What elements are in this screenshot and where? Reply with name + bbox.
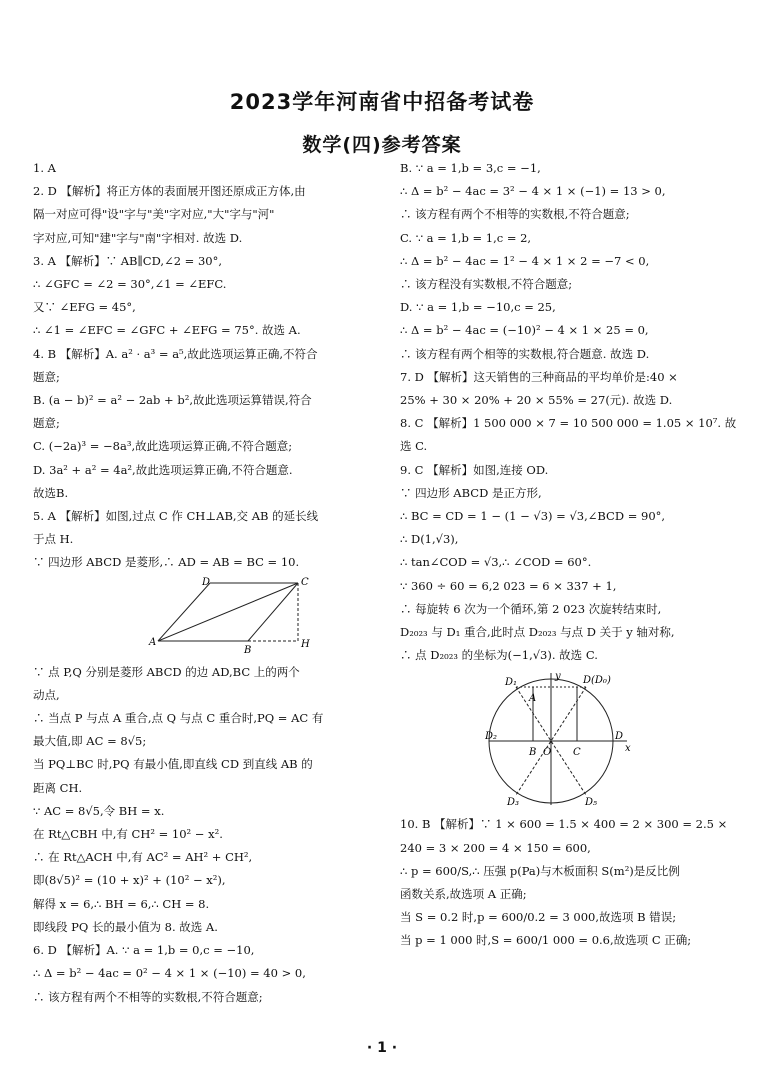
- text-line: 4. B 【解析】A. a² · a³ = a⁵,故此选项运算正确,不符合: [33, 346, 318, 361]
- edge-ad: [158, 583, 210, 641]
- text-line: 240 = 3 × 200 = 4 × 150 = 600,: [400, 840, 591, 855]
- text-line: 字对应,可知"建"字与"南"字相对. 故选 D.: [33, 230, 243, 245]
- text-line: 25% + 30 × 20% + 20 × 55% = 27(元). 故选 D.: [400, 393, 673, 408]
- text-line: 又∵ ∠EFG = 45°,: [33, 300, 136, 315]
- text-line: ∴ D(1,√3),: [400, 532, 459, 547]
- label-d6: D: [615, 731, 624, 743]
- right-column: [400, 157, 745, 953]
- text-line: 当 S = 0.2 时,p = 600/0.2 = 3 000,故选项 B 错误;: [400, 910, 677, 925]
- label-d0: D(D₀): [583, 675, 611, 687]
- text-line: 于点 H.: [33, 532, 74, 547]
- text-line: ∴ 该方程有两个不相等的实数根,不符合题意;: [400, 207, 630, 222]
- label-x: x: [625, 743, 631, 755]
- text-line: ∴ Δ = b² − 4ac = 3² − 4 × 1 × (−1) = 13 > 0,: [400, 184, 666, 199]
- text-line: 当 PQ⊥BC 时,PQ 有最小值,即直线 CD 到直线 AB 的: [33, 757, 313, 772]
- rhombus-figure: [148, 577, 348, 655]
- text-line: 9. C 【解析】如图,连接 OD.: [400, 462, 549, 477]
- text-line: 1. A: [33, 161, 56, 175]
- text-line: 即线段 PQ 长的最小值为 8. 故选 A.: [33, 919, 218, 934]
- text-line: 函数关系,故选项 A 正确;: [400, 887, 527, 902]
- text-line: 动点,: [33, 687, 60, 702]
- page-subtitle: 数学(四)参考答案: [302, 134, 462, 156]
- text-line: ∴ Δ = b² − 4ac = 1² − 4 × 1 × 2 = −7 < 0,: [400, 253, 650, 268]
- text-line: ∴ 当点 P 与点 A 重合,点 Q 与点 C 重合时,PQ = AC 有: [33, 711, 324, 726]
- text-line: ∴ 该方程有两个不相等的实数根,不符合题意;: [33, 989, 263, 1004]
- text-line: ∵ 四边形 ABCD 是正方形,: [400, 485, 542, 500]
- text-line: 2. D 【解析】将正方体的表面展开图还原成正方体,由: [33, 184, 306, 199]
- left-column-text-a: [33, 157, 385, 575]
- label-h: H: [301, 638, 310, 650]
- text-line: ∴ p = 600/S,∴ 压强 p(Pa)与木板面积 S(m²)是反比例: [400, 863, 680, 878]
- text-line: C. (−2a)³ = −8a³,故此选项运算正确,不符合题意;: [33, 439, 293, 454]
- label-o: O: [543, 747, 552, 759]
- text-line: 在 Rt△CBH 中,有 CH² = 10² − x².: [33, 827, 223, 842]
- text-line: 选 C.: [400, 439, 428, 454]
- label-d5: D₅: [585, 797, 598, 809]
- left-column: [33, 157, 385, 1009]
- text-line: ∴ ∠1 = ∠EFC = ∠GFC + ∠EFG = 75°. 故选 A.: [33, 323, 301, 338]
- text-line: ∴ 该方程没有实数根,不符合题意;: [400, 277, 573, 292]
- text-line: 题意;: [33, 369, 60, 384]
- label-b: B: [244, 644, 252, 655]
- text-line: 5. A 【解析】如图,过点 C 作 CH⊥AB,交 AB 的延长线: [33, 509, 319, 524]
- text-line: ∴ tan∠COD = √3,∴ ∠COD = 60°.: [400, 555, 592, 570]
- text-line: ∵ 360 ÷ 60 = 6,2 023 = 6 × 337 + 1,: [400, 578, 617, 593]
- text-line: 3. A 【解析】∵ AB∥CD,∠2 = 30°,: [33, 253, 223, 268]
- right-column-text-b: [400, 813, 745, 952]
- text-line: ∴ Δ = b² − 4ac = 0² − 4 × 1 × (−10) = 40 > 0,: [33, 966, 306, 981]
- text-line: ∴ 点 D₂₀₂₃ 的坐标为(−1,√3). 故选 C.: [400, 648, 598, 663]
- text-line: B. (a − b)² = a² − 2ab + b²,故此选项运算错误,符合: [33, 393, 312, 408]
- label-d: D: [202, 576, 211, 588]
- text-line: 8. C 【解析】1 500 000 × 7 = 10 500 000 = 1.05 × 10⁷. 故: [400, 416, 737, 431]
- label-d1: D₁: [505, 677, 518, 689]
- text-line: 解得 x = 6,∴ BH = 6,∴ CH = 8.: [33, 896, 210, 911]
- circle-rotation-figure: [485, 669, 635, 809]
- text-line: ∴ 该方程有两个相等的实数根,符合题意. 故选 D.: [400, 346, 650, 361]
- label-c: C: [573, 747, 581, 759]
- text-line: 距离 CH.: [33, 780, 83, 795]
- page-title: 2023学年河南省中招备考试卷: [229, 90, 535, 114]
- text-line: ∵ 点 P,Q 分别是菱形 ABCD 的边 AD,BC 上的两个: [33, 664, 300, 679]
- label-b: B: [529, 747, 537, 759]
- text-line: 7. D 【解析】这天销售的三种商品的平均单价是:40 ×: [400, 369, 678, 384]
- text-line: ∵ AC = 8√5,令 BH = x.: [33, 803, 165, 818]
- edge-bc: [248, 583, 298, 641]
- text-line: 10. B 【解析】∵ 1 × 600 = 1.5 × 400 = 2 × 300 = 2.5 ×: [400, 817, 728, 832]
- text-line: 故选B.: [33, 485, 69, 500]
- text-line: 题意;: [33, 416, 60, 431]
- label-y: y: [555, 671, 561, 683]
- text-line: ∴ 在 Rt△ACH 中,有 AC² = AH² + CH²,: [33, 850, 253, 865]
- text-line: ∴ ∠GFC = ∠2 = 30°,∠1 = ∠EFC.: [33, 277, 227, 292]
- text-line: C. ∵ a = 1,b = 1,c = 2,: [400, 230, 532, 245]
- text-line: 当 p = 1 000 时,S = 600/1 000 = 0.6,故选项 C 正确;: [400, 933, 692, 948]
- label-c: C: [301, 576, 309, 588]
- text-line: ∴ BC = CD = 1 − (1 − √3) = √3,∠BCD = 90°,: [400, 509, 666, 524]
- label-d3: D₃: [507, 797, 520, 809]
- diagonal-ac: [158, 583, 298, 641]
- right-column-text-a: [400, 157, 745, 667]
- text-line: B. ∵ a = 1,b = 3,c = −1,: [400, 161, 541, 175]
- text-line: D₂₀₂₃ 与 D₁ 重合,此时点 D₂₀₂₃ 与点 D 关于 y 轴对称,: [400, 625, 675, 640]
- label-d2: D₂: [485, 731, 498, 743]
- label-a: A: [149, 636, 157, 648]
- text-line: ∴ 每旋转 6 次为一个循环,第 2 023 次旋转结束时,: [400, 601, 662, 616]
- text-line: D. 3a² + a² = 4a²,故此选项运算正确,不符合题意.: [33, 462, 293, 477]
- text-line: 最大值,即 AC = 8√5;: [33, 734, 147, 749]
- left-column-text-b: [33, 661, 385, 1009]
- text-line: D. ∵ a = 1,b = −10,c = 25,: [400, 300, 556, 315]
- text-line: 6. D 【解析】A. ∵ a = 1,b = 0,c = −10,: [33, 943, 255, 958]
- text-line: 即(8√5)² = (10 + x)² + (10² − x²),: [33, 873, 226, 888]
- text-line: ∵ 四边形 ABCD 是菱形,∴ AD = AB = BC = 10.: [33, 555, 300, 570]
- text-line: ∴ Δ = b² − 4ac = (−10)² − 4 × 1 × 25 = 0,: [400, 323, 649, 338]
- text-line: 隔一对应可得"设"字与"美"字对应,"大"字与"河": [33, 207, 275, 222]
- page-number: · 1 ·: [366, 1040, 398, 1056]
- label-a: A: [529, 693, 537, 705]
